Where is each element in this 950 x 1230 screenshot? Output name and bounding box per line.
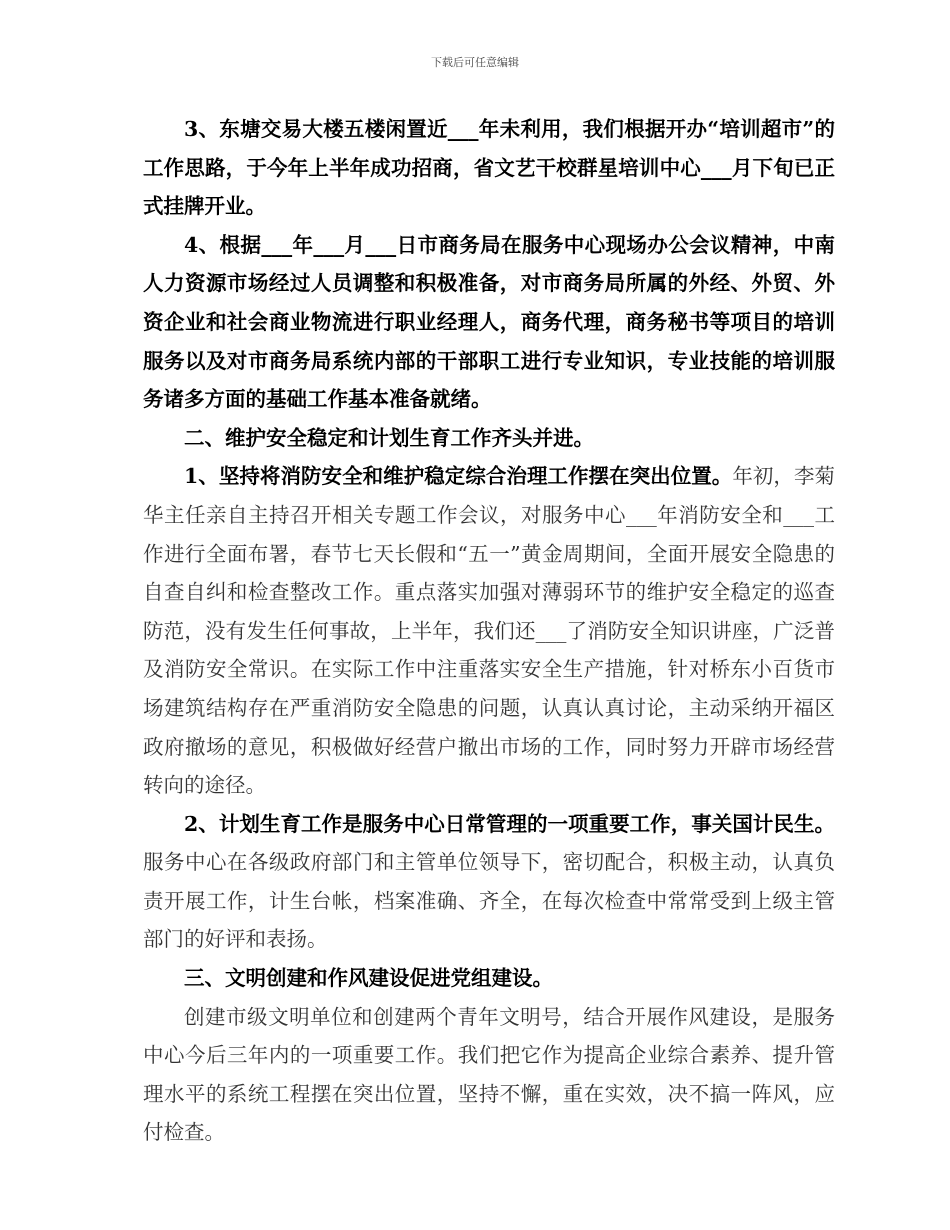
- page-header: 下载后可任意编辑: [431, 56, 519, 69]
- paragraph-fire-safety: [143, 457, 835, 804]
- document-body: [143, 110, 835, 1152]
- paragraph-bold-text: 2、计划生育工作是服务中心日常管理的一项重要工作，事关国计民生。: [184, 811, 835, 836]
- paragraph-item-4: [143, 226, 835, 419]
- paragraph-family-planning: [143, 805, 835, 959]
- paragraph-item-3: [143, 110, 835, 226]
- paragraph-text: 创建市级文明单位和创建两个青年文明号，结合开展作风建设，是服务中心今后三年内的一项重要工作。我们把它作为提高企业综合素养、提升管理水平的系统工程摆在突出位置，坚持不懈，重在实效，决不搞一阵风，应付检查。: [143, 1004, 835, 1145]
- heading-text: 二、维护安全稳定和计划生育工作齐头并进。: [184, 425, 594, 450]
- paragraph-bold-text: 3、东塘交易大楼五楼闲置近___年未利用，我们根据开办“培训超市”的工作思路，于今年上半年成功招商，省文艺干校群星培训中心___月下旬已正式挂牌开业。: [143, 117, 835, 219]
- paragraph-text: 年初，李菊华主任亲自主持召开相关专题工作会议，对服务中心___年消防安全和___工作进行全面布署，春节七天长假和“五一”黄金周期间，全面开展安全隐患的自查自纠和检查整改工作。重点落实加强对薄弱环节的维护安全稳定的巡查防范，没有发生任何事故，上半年，我们还___了消防安全知识讲座，广泛普及消防安全常识。在实际工作中注重落实安全生产措施，针对桥东小百货市场建筑结构存在严重消防安全隐患的问题，认真认真讨论，主动采纳开福区政府撤场的意见，积极做好经营户撤出市场的工作，同时努力开辟市场经营转向的途径。: [143, 464, 836, 798]
- paragraph-bold-text: 1、坚持将消防安全和维护稳定综合治理工作摆在突出位置。: [184, 464, 733, 489]
- section-heading-3: [143, 959, 835, 998]
- section-heading-2: [143, 419, 835, 458]
- heading-text: 三、文明创建和作风建设促进党组建设。: [184, 966, 553, 991]
- paragraph-text: 服务中心在各级政府部门和主管单位领导下，密切配合，积极主动，认真负责开展工作，计生台帐，档案准确、齐全，在每次检查中常常受到上级主管部门的好评和表扬。: [143, 850, 835, 952]
- paragraph-bold-text: 4、根据___年___月___日市商务局在服务中心现场办公会议精神，中南人力资源市场经过人员调整和积极准备，对市商务局所属的外经、外贸、外资企业和社会商业物流进行职业经理人，商务代理，商务秘书等项目的培训服务以及对市商务局系统内部的干部职工进行专业知识，专业技能的培训服务诸多方面的基础工作基本准备就绪。: [143, 232, 835, 412]
- paragraph-civilization: [143, 998, 835, 1152]
